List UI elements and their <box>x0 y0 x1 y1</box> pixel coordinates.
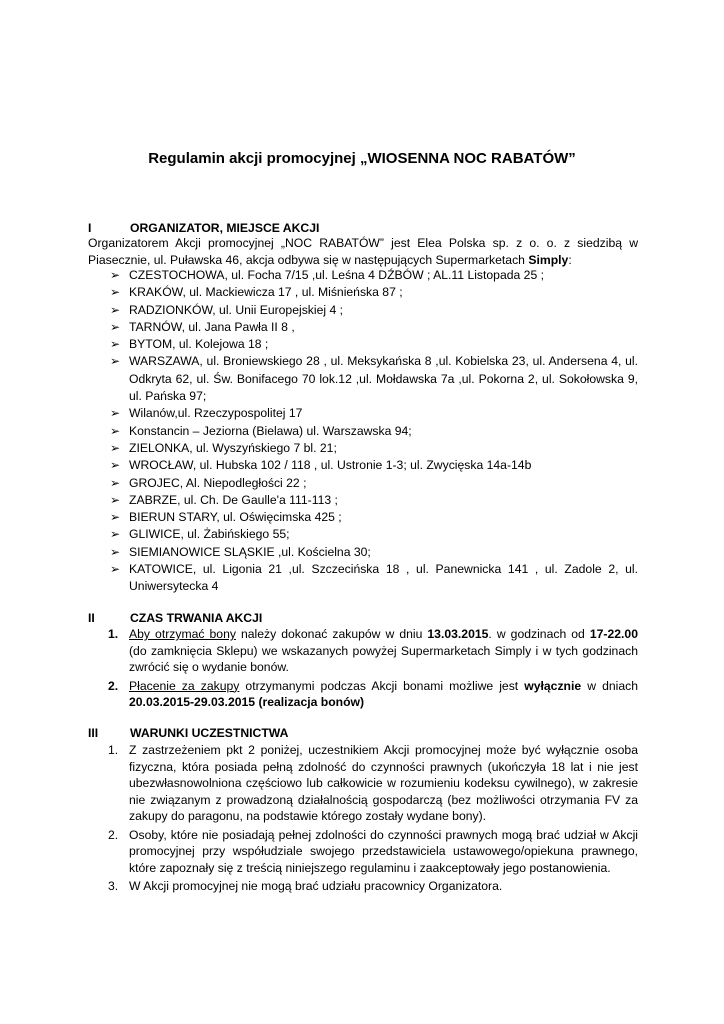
arrow-bullet-icon: ➢ <box>110 458 121 473</box>
section-1-title: ORGANIZATOR, MIEJSCE AKCJI <box>130 221 320 235</box>
list-item: ➢ GLIWICE, ul. Żabińskiego 55; <box>110 526 638 543</box>
arrow-bullet-icon: ➢ <box>110 337 121 352</box>
intro-bold-brand: Simply <box>528 253 569 267</box>
arrow-bullet-icon: ➢ <box>110 510 121 525</box>
list-item: ➢ KRAKÓW, ul. Mackiewicza 17 , ul. Miśnieńska 87 ; <box>110 284 638 301</box>
section-2-title: CZAS TRWANIA AKCJI <box>130 611 263 625</box>
list-item: ➢ CZESTOCHOWA, ul. Focha 7/15 ,ul. Leśna 4 DŹBÓW ; AL.11 Listopada 25 ; <box>110 267 638 284</box>
arrow-bullet-icon: ➢ <box>110 527 121 542</box>
list-item: ➢ Wilanów,ul. Rzeczypospolitej 17 <box>110 405 638 422</box>
section-2-number: II <box>88 611 95 625</box>
bold-word: wyłącznie <box>524 678 582 693</box>
arrow-bullet-icon: ➢ <box>110 302 121 317</box>
arrow-bullet-icon: ➢ <box>110 562 121 577</box>
list-item: 2. Osoby, które nie posiadają pełnej zdolności do czynności prawnych mogą brać udział w Akcji promocyjnej przy współudziale swojego przedstawiciela ustawowego/opiekuna prawnego, które zapoznały się z treścią niniejszego regulaminu i zaakceptowały jego postanowienia. <box>108 827 638 875</box>
list-item: ➢ ZABRZE, ul. Ch. De Gaulle'a 111-113 ; <box>110 492 638 509</box>
item-number: 2. <box>108 678 119 693</box>
arrow-bullet-icon: ➢ <box>110 319 121 334</box>
item-number: 2. <box>108 827 119 842</box>
list-item: ➢ TARNÓW, ul. Jana Pawła II 8 , <box>110 319 638 336</box>
section-3-list <box>108 742 638 895</box>
list-item: ➢ BYTOM, ul. Kolejowa 18 ; <box>110 336 638 353</box>
list-item: 1. Aby otrzymać bony należy dokonać zakupów w dniu 13.03.2015. w godzinach od 17-22.00 (do zamknięcia Sklepu) we wskazanych powyżej Supermarketach Simply i w tych godzinach zwrócić się o wydanie bonów. <box>108 627 638 674</box>
section-3-title: WARUNKI UCZESTNICTWA <box>130 726 289 740</box>
underlined-text: Aby otrzymać bony <box>129 627 236 641</box>
arrow-bullet-icon: ➢ <box>110 475 121 490</box>
underlined-text: Płacenie za zakupy <box>129 678 240 693</box>
list-item: 3. W Akcji promocyjnej nie mogą brać udziału pracownicy Organizatora. <box>108 879 503 893</box>
list-item: 1. Z zastrzeżeniem pkt 2 poniżej, uczestnikiem Akcji promocyjnej może być wyłącznie osoba fizyczna, która posiada pełną zdolność do czynności prawnych (ukończyła 18 lat i nie jest ubezwłasnowolniona częściowo lub całkowicie w rozumieniu kodeksu cywilnego), w zakresie nie związanym z prowadzoną działalnością gospodarczą (bez możliwości otrzymania FV za zakupy do paragonu, na podstawie którego zostały wydane bony). <box>108 743 638 823</box>
arrow-bullet-icon: ➢ <box>110 544 121 559</box>
list-item: ➢ WROCŁAW, ul. Hubska 102 / 118 , ul. Ustronie 1-3; ul. Zwycięska 14a-14b <box>110 457 638 474</box>
list-item: ➢ SIEMIANOWICE SLĄSKIE ,ul. Kościelna 30; <box>110 544 638 561</box>
arrow-bullet-icon: ➢ <box>110 268 121 282</box>
section-2-heading <box>88 611 262 625</box>
bold-date: 13.03.2015 <box>427 627 489 641</box>
document-title: Regulamin akcji promocyjnej „WIOSENNA NOC RABATÓW” <box>148 150 576 167</box>
arrow-bullet-icon: ➢ <box>110 440 121 455</box>
arrow-bullet-icon: ➢ <box>110 285 121 300</box>
list-item: ➢ RADZIONKÓW, ul. Unii Europejskiej 4 ; <box>110 302 638 319</box>
section-3-number: III <box>88 726 99 740</box>
section-1-number: I <box>88 221 92 235</box>
bold-hours: 17-22.00 <box>589 627 638 641</box>
arrow-bullet-icon: ➢ <box>110 354 121 369</box>
item-number: 3. <box>108 879 119 893</box>
arrow-bullet-icon: ➢ <box>110 406 121 421</box>
section-1-intro <box>88 235 638 269</box>
arrow-bullet-icon: ➢ <box>110 423 121 438</box>
section-1-heading <box>88 221 319 235</box>
list-item: ➢ WARSZAWA, ul. Broniewskiego 28 , ul. Meksykańska 8 ,ul. Kobielska 23, ul. Andersena 4, ul. Odkryta 62, ul. Św. Bonifacego 70 lok.12 ,ul. Mołdawska 7a ,ul. Pokorna 2, ul. Sokołowska 9, ul. Pańska 97; <box>110 354 638 404</box>
section-2-list <box>108 626 638 711</box>
arrow-bullet-icon: ➢ <box>110 492 121 507</box>
list-item: 2. Płacenie za zakupy otrzymanymi podczas Akcji bonami możliwe jest wyłącznie w dniach 20.03.2015-29.03.2015 (realizacja bonów) <box>108 678 638 709</box>
list-item: ➢ GROJEC, Al. Niepodległości 22 ; <box>110 475 638 492</box>
intro-end: : <box>568 253 572 267</box>
list-item: ➢ BIERUN STARY, ul. Oświęcimska 425 ; <box>110 509 638 526</box>
list-item: ➢ Konstancin – Jeziorna (Bielawa) ul. Warszawska 94; <box>110 423 638 440</box>
section-3-heading <box>88 726 288 740</box>
item-number: 1. <box>108 627 119 641</box>
item-number: 1. <box>108 743 119 757</box>
bold-dates: 20.03.2015-29.03.2015 (realizacja bonów) <box>129 695 365 709</box>
locations-list <box>110 267 638 596</box>
intro-text: Organizatorem Akcji promocyjnej „NOC RABATÓW” jest Elea Polska sp. z o. o. z siedzibą w Piasecznie, ul. Puławska 46, akcja odbywa się w następujących Supermarketach <box>88 236 638 267</box>
list-item: ➢ KATOWICE, ul. Ligonia 21 ,ul. Szczecińska 18 , ul. Panewnicka 141 , ul. Zadole 2, ul. Uniwersytecka 4 <box>110 562 638 594</box>
list-item: ➢ ZIELONKA, ul. Wyszyńskiego 7 bl. 21; <box>110 440 638 457</box>
